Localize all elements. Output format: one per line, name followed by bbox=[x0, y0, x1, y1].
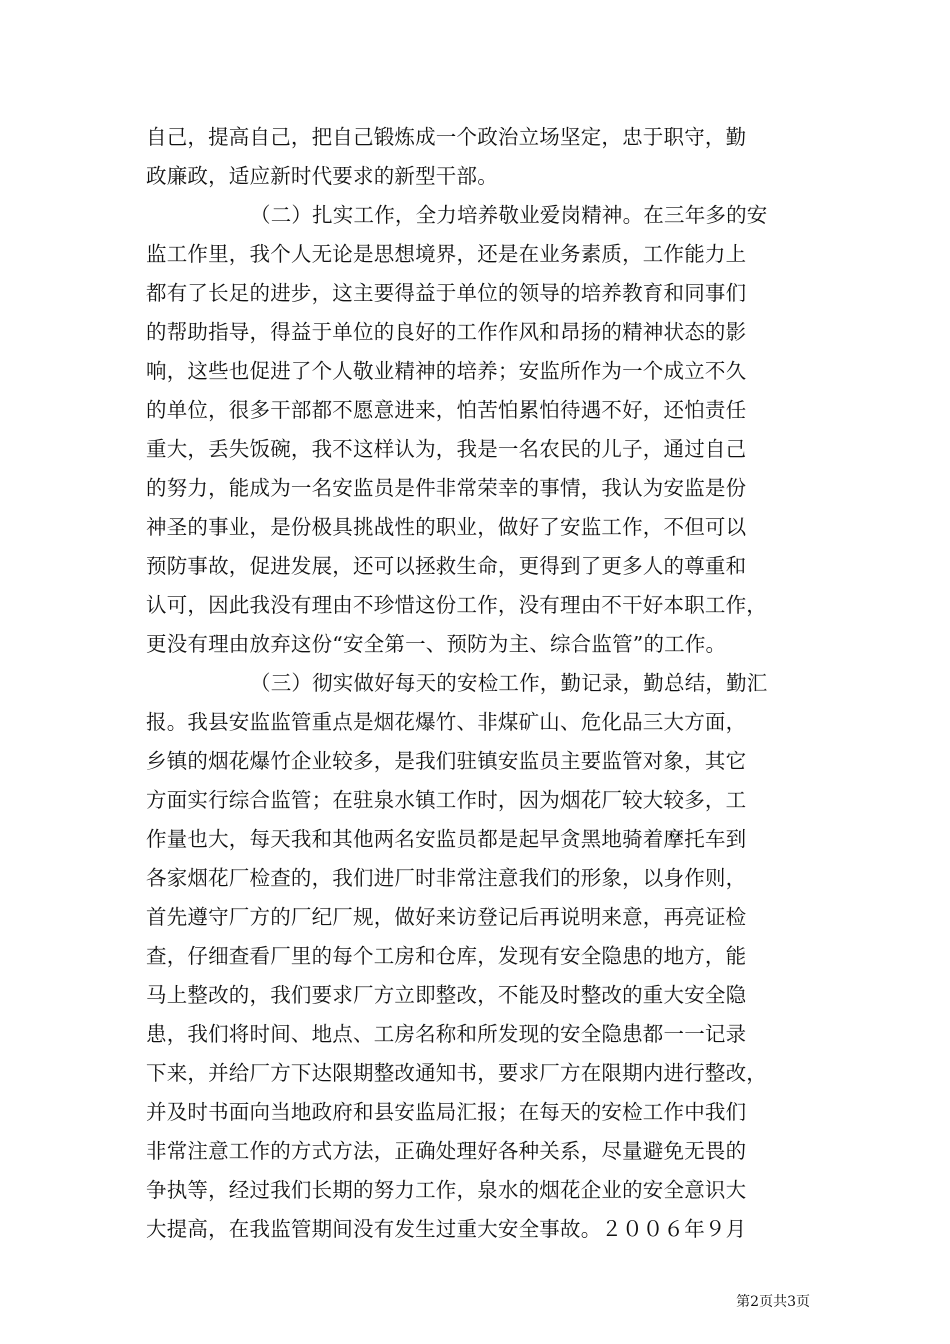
body-text-line: 监工作里，我个人无论是思想境界，还是在业务素质，工作能力上 bbox=[146, 242, 747, 266]
body-text-line: 下来，并给厂方下达限期整改通知书，要求厂方在限期内进行整改， bbox=[146, 1061, 767, 1085]
body-text-line: 方面实行综合监管；在驻泉水镇工作时，因为烟花厂较大较多，工 bbox=[146, 788, 747, 812]
body-text-line: 重大，丢失饭碗，我不这样认为，我是一名农民的儿子，通过自己 bbox=[146, 437, 747, 461]
body-text-line: 并及时书面向当地政府和县安监局汇报；在每天的安检工作中我们 bbox=[146, 1100, 747, 1124]
body-text-line: 非常注意工作的方式方法，正确处理好各种关系，尽量避免无畏的 bbox=[146, 1139, 747, 1163]
body-text-line: 马上整改的，我们要求厂方立即整改，不能及时整改的重大安全隐 bbox=[146, 983, 747, 1007]
body-text-line: 都有了长足的进步，这主要得益于单位的领导的培养教育和同事们 bbox=[146, 281, 747, 305]
paragraph-start-line: （二）扎实工作，全力培养敬业爱岗精神。在三年多的安 bbox=[250, 203, 768, 227]
body-text-line: 各家烟花厂检查的，我们进厂时非常注意我们的形象，以身作则， bbox=[146, 866, 747, 890]
body-text-line: 更没有理由放弃这份“安全第一、预防为主、综合监管”的工作。 bbox=[146, 632, 727, 656]
body-text-line: 报。我县安监监管重点是烟花爆竹、非煤矿山、危化品三大方面， bbox=[146, 710, 747, 734]
body-text-line: 患，我们将时间、地点、工房名称和所发现的安全隐患都一一记录 bbox=[146, 1022, 747, 1046]
body-text-line: 的帮助指导，得益于单位的良好的工作作风和昂扬的精神状态的影 bbox=[146, 320, 747, 344]
body-text-line: 神圣的事业，是份极具挑战性的职业，做好了安监工作，不但可以 bbox=[146, 515, 747, 539]
body-text-line: 争执等，经过我们长期的努力工作，泉水的烟花企业的安全意识大 bbox=[146, 1178, 747, 1202]
paragraph-start-line: （三）彻实做好每天的安检工作，勤记录，勤总结，勤汇 bbox=[250, 671, 768, 695]
body-text-line: 自己，提高自己，把自己锻炼成一个政治立场坚定，忠于职守，勤 bbox=[146, 125, 747, 149]
body-text-line: 预防事故，促进发展，还可以拯救生命，更得到了更多人的尊重和 bbox=[146, 554, 747, 578]
page-number-footer: 第2页共3页 bbox=[736, 1294, 810, 1310]
body-text-line: 查，仔细查看厂里的每个工房和仓库，发现有安全隐患的地方，能 bbox=[146, 944, 747, 968]
body-text-line: 认可，因此我没有理由不珍惜这份工作，没有理由不干好本职工作， bbox=[146, 593, 767, 617]
body-text-line: 政廉政，适应新时代要求的新型干部。 bbox=[146, 164, 498, 188]
body-text-line: 的努力，能成为一名安监员是件非常荣幸的事情，我认为安监是份 bbox=[146, 476, 747, 500]
body-text-line: 大提高，在我监管期间没有发生过重大安全事故。２００６年９月 bbox=[146, 1217, 747, 1241]
body-text-line: 作量也大，每天我和其他两名安监员都是起早贪黑地骑着摩托车到 bbox=[146, 827, 747, 851]
body-text-line: 首先遵守厂方的厂纪厂规，做好来访登记后再说明来意，再亮证检 bbox=[146, 905, 747, 929]
body-text-line: 乡镇的烟花爆竹企业较多，是我们驻镇安监员主要监管对象，其它 bbox=[146, 749, 747, 773]
body-text-line: 的单位，很多干部都不愿意进来，怕苦怕累怕待遇不好，还怕责任 bbox=[146, 398, 747, 422]
body-text-line: 响，这些也促进了个人敬业精神的培养；安监所作为一个成立不久 bbox=[146, 359, 747, 383]
